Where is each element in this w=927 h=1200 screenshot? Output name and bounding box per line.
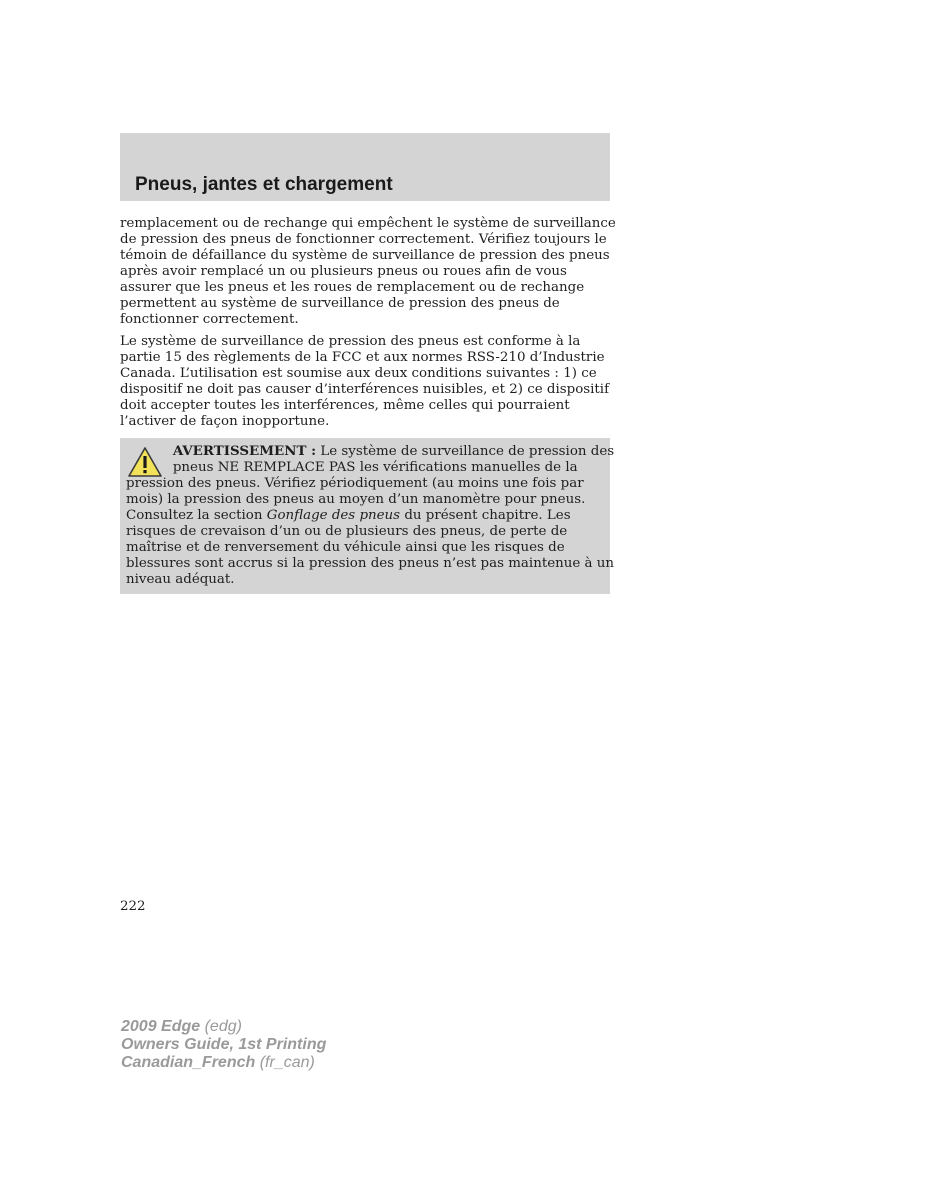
footer-line-2 bbox=[121, 1036, 326, 1054]
footer-line-3 bbox=[121, 1054, 326, 1072]
body-paragraph-2: Le système de surveillance de pression des pneus est conforme à la partie 15 des règlements de la FCC et aux normes RSS-210 d’Industrie Canada. L’utilisation est soumise aux deux conditions suivantes : 1) ce dispositif ne doit pas causer d’interférences nuisibles, et 2) ce dispositif doit accepter toutes les interférences, même celles qui pourraient l’activer de façon inopportune. bbox=[120, 334, 610, 429]
footer-model-code: (edg) bbox=[200, 1018, 242, 1035]
warning-text-before-reference: Le système de surveillance de pression des pneus NE REMPLACE PAS les vérifications manuelles de la pression des pneus. Vérifiez périodiquement (au moins une fois par mois) la pression des pneus au moyen d’un manomètre pour pneus. Consultez la section bbox=[126, 444, 615, 523]
footer-language-code: (fr_can) bbox=[255, 1054, 315, 1071]
footer-line-1 bbox=[121, 1018, 326, 1036]
footer-model: 2009 Edge bbox=[121, 1018, 201, 1035]
body-paragraph-1: remplacement ou de rechange qui empêchent le système de surveillance de pression des pneus de fonctionner correctement. Vérifiez toujours le témoin de défaillance du système de surveillance de pression des pneus après avoir remplacé un ou plusieurs pneus ou roues afin de vous assurer que les pneus et les roues de remplacement ou de rechange permettent au système de surveillance de pression des pneus de fonctionner correctement. bbox=[120, 216, 616, 327]
section-header bbox=[120, 133, 610, 201]
page-number: 222 bbox=[120, 899, 146, 914]
footer-edition: Owners Guide, 1st Printing bbox=[121, 1036, 327, 1053]
footer-document-info bbox=[121, 1018, 326, 1072]
warning-text bbox=[126, 443, 615, 588]
warning-label: AVERTISSEMENT : bbox=[172, 443, 317, 459]
warning-box bbox=[120, 438, 615, 594]
footer-language: Canadian_French bbox=[121, 1054, 256, 1071]
warning-indent bbox=[126, 444, 173, 459]
page-title: Pneus, jantes et chargement bbox=[135, 174, 393, 195]
warning-text-after-reference: du présent chapitre. Les risques de crevaison d’un ou de plusieurs des pneus, de perte de maîtrise et de renversement du véhicule ainsi que les risques de blessures sont accrus si la pression des pneus n’est pas maintenue à un niveau adéquat. bbox=[126, 508, 615, 587]
warning-reference: Gonflage des pneus bbox=[266, 508, 401, 523]
